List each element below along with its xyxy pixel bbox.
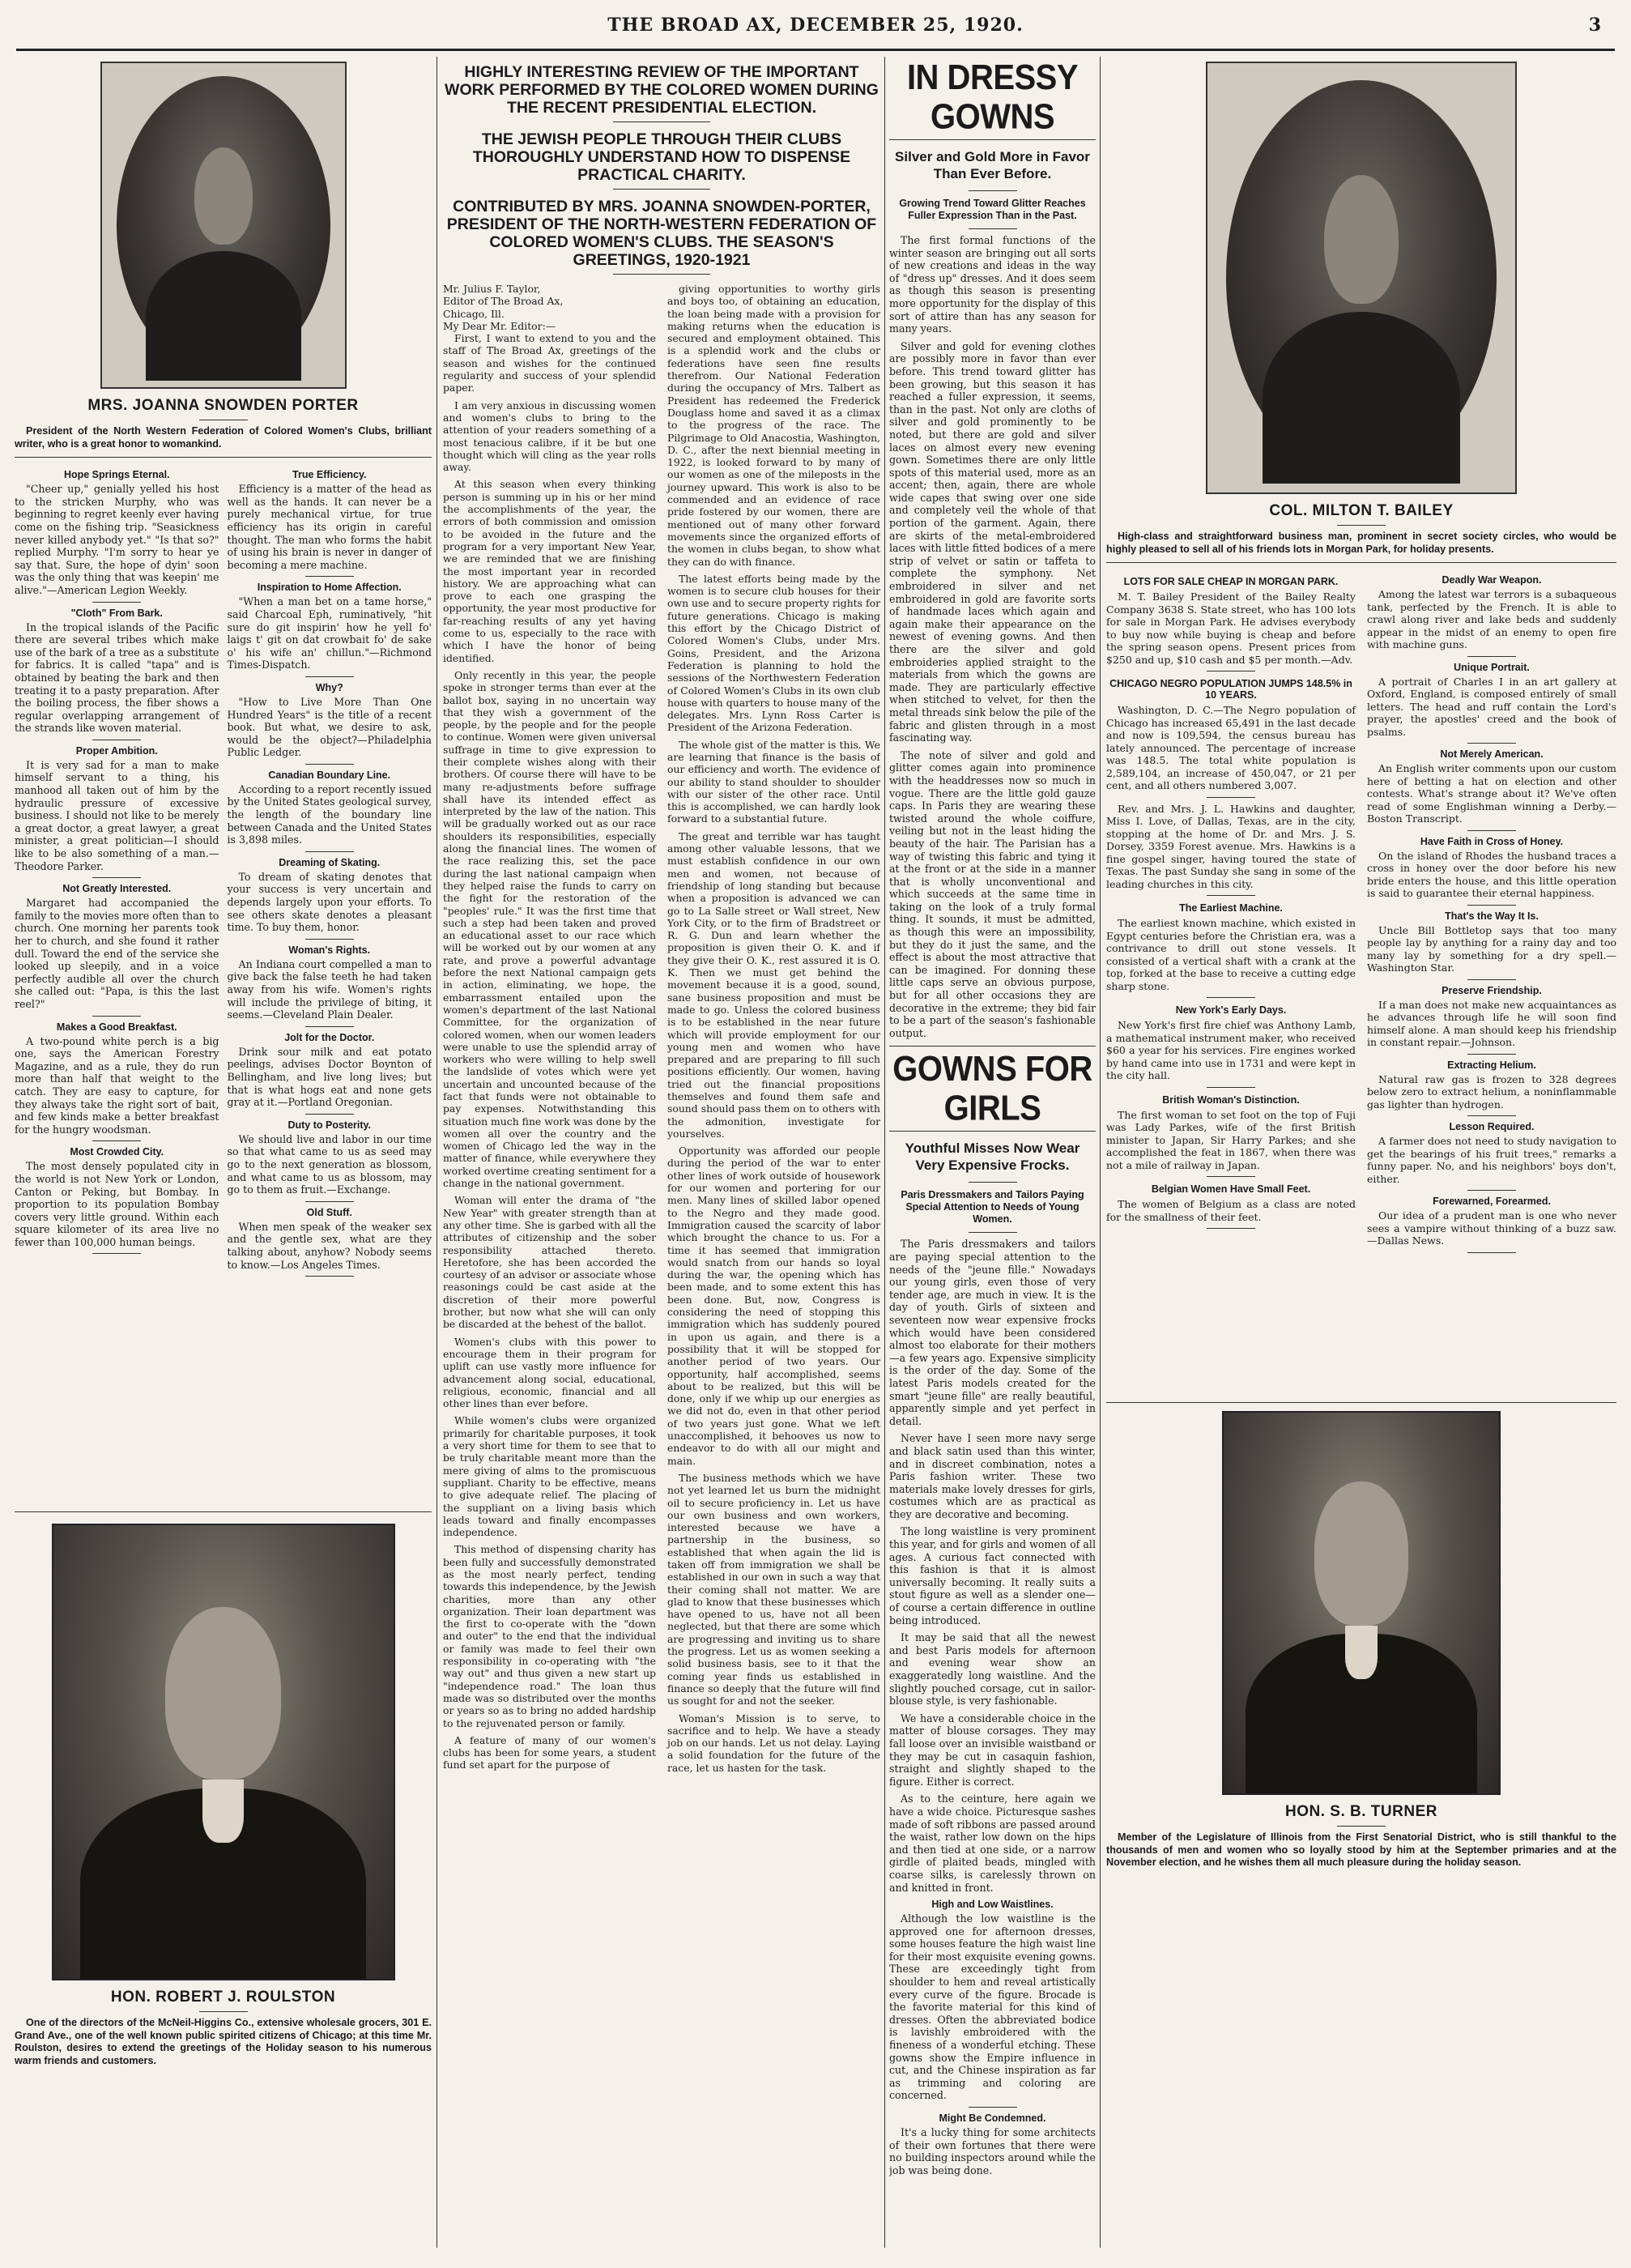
article-paragraph: The first formal functions of the winter season are bringing out all sorts of new creations and ideas in the way of "dress up" dresses. And it does seem as though this season is presenting more opportunity for the display of this sort of attire than has any season for many years. — [889, 234, 1096, 335]
article-paragraph: Opportunity was afforded our people during the period of the war to enter other lines of work outside of housework for our women and portering for our men. Many lines of skilled labor opened to the Negro and they made good. Immigration caused the scarcity of labor which brought the chance to us. For a time it has seemed that immigration would snatch from our hands so loyal during the war, the opening which has been made, and to some extent this has been done. But, now, Congress is considering the need of stopping this immigration which has suddenly poured in upon us again, and there is a possibility that it will be stopped for another period of two years. Our opportunity, half accomplished, seems about to be realized, but this will be done, only if we whip up our energies as we did not do, even in that other period of two years just gone. What we left unaccomplished, it behooves us now to endeavor to do with all our might and main. — [667, 1145, 880, 1467]
gowns-for-girls-headline: GOWNS FOR GIRLS — [892, 1050, 1092, 1128]
salutation-line: My Dear Mr. Editor:— — [443, 319, 556, 332]
brief-body: Efficiency is a matter of the head as well as the hands. It can never be a purely mechanical virtue, for true efficiency has its origin in careful thought. The man who forms the habit of using his brain is never in danger of becoming a mere machine. — [227, 483, 432, 571]
brief-head: Old Stuff. — [306, 1206, 352, 1218]
brief-head: LOTS FOR SALE CHEAP IN MORGAN PARK. — [1123, 576, 1339, 588]
article-paragraph: The great and terrible war has taught among other valuable lessons, that we must establish confidence in our own men and women, not because of friendship of long standing but because when a proposition is advanced we can go to La Salle street or Wall street, New York City, or to the firm of Bradstreet or R. G. Dun and learn whether the proposition is given their O. K. and if they give their O. K., rest assured it is O. K. Then we must get behind the movement because it is a good, sound, sane business proposition and must be made to go. Unless the colored business is to be established in the near future which will provide employment for our young men and women who have prepared and are preparing to fill such positions efficiently. Our women, having tried out the financial propositions themselves and found them safe and sound should pass them on to others with the admonition, investigate for yourselves. — [667, 829, 880, 1140]
article-paragraph: This method of dispensing charity has been fully and successfully demonstrated as the most nearly perfect, tending towards this independence, by the Jewish charities, more than any other organization. Their loan department was the first to co-operate with the "down and outer" to the end that the individual or family was made to feel their own responsibility in co-operating with "the way out" and thus given a new start up "independence road." The loan thus made was so distributed over the months or years so as to bring no added hardship to the rejuvenated person or family. — [443, 1543, 656, 1729]
brief-head: Not Greatly Interested. — [62, 883, 172, 895]
brief-head: Why? — [315, 681, 343, 693]
dressy-gowns-headline: IN DRESSY GOWNS — [906, 58, 1079, 137]
brief-head: Inspiration to Home Affection. — [257, 582, 402, 594]
article-paragraph: The note of silver and gold and glitter comes again into prominence with the headdresses now so much in vogue. There are the little gold gauze caps. In Paris they are wearing these twisted around the whole coiffure, veiling but not in the least hiding the beauty of the hair. The Parisian has a way of twisting this fabric and tying it at the front or at the side in a manner that is wholly unconventional and which succeeds at the same time in taking on the look of a truly formal thing. It sounds, it must be admitted, as though this were an impossibility, but they do it just the same, and the effect is about the most attractive that can be imagined. For donning these little caps serve an obvious purpose, but for all other occasions they are decorative in the extreme; they bid fair to be a part of the season's fashionable output. — [889, 748, 1096, 1039]
brief-head: Dreaming of Skating. — [279, 856, 381, 868]
brief-body: Washington, D. C.—The Negro population of Chicago has increased 65,491 in the last decade and now is 109,594, the census bureau has lately announced. The percentage of increase was 148.5. The total white population is 2,589,104, an increase of 450,047, or 21 per cent, and all others numbered 3,007. — [1106, 704, 1356, 792]
turner-caption: HON. S. B. TURNER — [1285, 1803, 1437, 1821]
right-briefs-col-a — [1106, 569, 1356, 1396]
brief-head: Makes a Good Breakfast. — [56, 1021, 177, 1033]
condemned-head: Might Be Condemned. — [939, 2112, 1046, 2124]
left-briefs-col-b — [228, 464, 432, 1505]
brief-body: The first woman to set foot on the top of Fuji was Lady Parkes, wife of the first British minister to Japan, Sir Harry Parkes; and she accomplished the feat in 1867, when there was not a mile of railway in Japan. — [1106, 1108, 1356, 1171]
article-paragraph: I am very anxious in discussing women and women's clubs to bring to the attention of your readers something of a most tenacious calibre, if it be but one thought which will cling as the year rolls away. — [443, 399, 656, 474]
brief-body: In the tropical islands of the Pacific there are several tribes which make use of the bark of a tree as a substitute for fabrics. It is called "tapa" and is obtained by beating the bark and then treating it to a pasty preparation. After the boiling process, the fiber shows a regular overlapping arrangement of the strands like woven material. — [15, 620, 219, 735]
brief-body: The earliest known machine, which existed in Egypt centuries before the Christian era, was a contrivance to drill out stone vessels. It consisted of a vertical shaft with a crank at the top, forked at the base to receive a cutting edge sharp stone. — [1106, 917, 1356, 992]
bailey-caption: COL. MILTON T. BAILEY — [1269, 502, 1454, 519]
article-paragraph: Only recently in this year, the people spoke in stronger terms than ever at the ballot box, saying in no uncertain way that they wish a government of the people, by the people and for the people to continue. Women were given universal suffrage in time to give expression to their complete wishes along with their brothers. Of course there will have to be many re-adjustments before suffrage shall have its intended effect as interpreted by the law of the nation. This will be gradually worked out as our race shoulders its responsibilities, especially along the financial lines. The women of the race realizing this, set the pace during the last national campaign when they helped raise the funds to carry on the fight for the restoration of the "peoples' rule." It was the first time that such a step had been taken and proved an educational asset to our race which will be worked out by our women at any rate, and prove a powerful advantage before the next National campaign gets in action, eliminating, we hope, the embarrassment entailed upon the women's department of the last National Committee, for the organization of colored women, when our women leaders were unable to use the splendid array of workers who were willing to help swell the landslide of votes which were yet uncertain and uncounted because of the fact that funds were not obtainable to pay expenses. Notwithstanding this situation much fine work was done by the women all over the country and the women of Chicago led the way in the matter of finance, while everywhere they worked overtime creating sentiment for a change in the national government. — [443, 668, 656, 1190]
brief-body: M. T. Bailey President of the Bailey Realty Company 3638 S. State street, who has 100 lots for sale in Morgan Park. He advises everybody to buy now while buying is cheap and before the spring season opens. Present prices from $250 and up, $10 cash and $5 per month.—Adv. — [1106, 590, 1356, 666]
brief-head: That's the Way It Is. — [1445, 910, 1539, 922]
review-body-col-b — [667, 283, 880, 2024]
article-paragraph: Woman's Mission is to serve, to sacrifice and to help. We have a steady job on our hands. Let us not delay. Laying a solid foundation for the future of the race, let us hasten for the task. — [667, 1712, 880, 1774]
brief-head: True Efficiency. — [292, 469, 367, 481]
condemned-body — [889, 2126, 1096, 2176]
fashion-column — [889, 57, 1096, 2252]
left-briefs-col-a — [15, 464, 219, 1505]
brief-body: "When a man bet on a tame horse," said Charcoal Eph, ruminatively, "hit sure do git inspirin' how he yell fo' laigs t' git on dat crowbait fo' de sake o' his wife an' chillun."—Richmond Times-Dispatch. — [227, 595, 432, 671]
brief-body: The most densely populated city in the world is not New York or London, Canton or Peking, but Bombay. In proportion to its population Bombay covers very little ground. Within each square kilometer of its area live no fewer than 100,000 human beings. — [15, 1160, 219, 1248]
article-paragraph: Never have I seen more navy serge and black satin used than this winter, and in discreet combination, notes a Paris fashion writer. These two materials make lovely dresses for girls, costumes which are as practical as they are decorative and becoming. — [889, 1432, 1096, 1520]
top-rule — [16, 49, 1615, 51]
article-paragraph: First, I want to extend to you and the staff of The Broad Ax, greetings of the season and wishes for the continued regularity and success of your splendid paper. — [443, 332, 656, 394]
article-paragraph: At this season when every thinking person is summing up in his or her mind the accomplishments of the year, the errors of both commission and omission to be avoided in the future and the program for a very important New Year, we are reminded that we are finishing the most important year in recorded history. We are approaching what can prove to each one grasping the opportunity, the year most productive for far-reaching results of any yet having come to us, especially to the race with which I have the honor of being identified. — [443, 478, 656, 664]
brief-head: Most Crowded City. — [70, 1146, 164, 1158]
article-paragraph: A feature of many of our women's clubs has been for some years, a student fund set apart for the purpose of — [443, 1733, 656, 1771]
right-column — [1106, 57, 1616, 2252]
right-briefs-col-b — [1367, 569, 1616, 1396]
brief-head: CHICAGO NEGRO POPULATION JUMPS 148.5% in 10 YEARS. — [1109, 678, 1352, 701]
brief-body: New York's first fire chief was Anthony Lamb, a mathematical instrument maker, who received $60 a year for his services. Fire engines worked by hand came into use in 1731 and were kept in the city hall. — [1106, 1019, 1356, 1082]
brief-body: Margaret had accompanied the family to the movies more often than to church. One morning her parents took her to church, and she found it rather dull. Toward the end of the service she looked up sleepily, and in a voice perfectly audible all over the church she called out: "Papa, is this the last reel?" — [15, 897, 219, 1010]
brief-body: An English writer comments upon our custom here of betting a hat on election and other contests. What's strange about it? We've often read of some Englishman winning a Derby.—Boston Transcript. — [1367, 762, 1616, 825]
article-paragraph: giving opportunities to worthy girls and boys too, of obtaining an education, the loan being made with a provision for making returns when the education is secured and employment obtained. This is a splendid work and the clubs or federations have seen fine results therefrom. Our National Federation during the occupancy of Mrs. Talbert as President has redeemed the Frederick Douglass home and saved it as a climax to the progress of the race. The Pilgrimage to Old Anacostia, Washington, D. C., after the next biennial meeting in 1922, is looked forward to by many of our women as one of the mileposts in the journey upward. This work is also to be commended and an evidence of race pride fostered by our women, there are mentioned out of many other forward movements since the organized efforts of the women in clubs began, to show what they can do with finance. — [667, 283, 880, 568]
right-briefs — [1106, 569, 1616, 1396]
brief-body: "How to Live More Than One Hundred Years" is the title of a recent book. But what, we desire to ask, would be the object?—Philadelphia Public Ledger. — [227, 695, 432, 759]
left-briefs — [15, 464, 432, 1505]
article-paragraph: Woman will enter the drama of "the New Year" with greater strength than at any other time. She is garbed with all the attributes of citizenship and the sober responsibility attached thereto. Heretofore, she has been accorded the courtesy of an advisor or associate whose reasonings could be cast aside at the discretion of their more powerful brother, but now what she will can only be discarded at the behest of the ballot. — [443, 1194, 656, 1331]
brief-head: Proper Ambition. — [75, 744, 158, 757]
review-headline-2: THE JEWISH PEOPLE THROUGH THEIR CLUBS THOROUGHLY UNDERSTAND HOW TO DISPENSE PRACTICAL CHARITY. — [472, 130, 851, 184]
brief-body: Uncle Bill Bottletop says that too many people lay by anything for a rainy day and too many lay by something for a dry spell.—Washington Star. — [1367, 923, 1616, 974]
waistlines-body — [889, 1912, 1096, 2102]
roulston-caption: HON. ROBERT J. ROULSTON — [110, 1989, 336, 2006]
brief-head: Have Faith in Cross of Honey. — [1420, 835, 1564, 847]
review-headline-3: CONTRIBUTED BY MRS. JOANNA SNOWDEN-PORTER, PRESIDENT OF THE NORTH-WESTERN FEDERATION OF COLORED WOMEN'S CLUBS. THE SEASON'S GREETINGS, 1920-1921 — [446, 198, 877, 269]
article-paragraph: While women's clubs were organized primarily for charitable purposes, it took a very short time for them to see that to be truly charitable meant more than the mere giving of alms to the promiscuous suppliant. Charity to be effective, means to give adequate relief. The placing of the suppliant on a living basis which leads toward and finally encompasses independence. — [443, 1414, 656, 1539]
brief-head: Unique Portrait. — [1454, 661, 1530, 673]
brief-body: According to a report recently issued by the United States geological survey, the length of the boundary line between Canada and the United States is 3,898 miles. — [227, 782, 432, 846]
brief-head: Duty to Posterity. — [287, 1119, 372, 1131]
left-column — [15, 57, 432, 2252]
review-body-col-a — [443, 283, 656, 2024]
bailey-description: High-class and straightforward business man, prominent in secret society circles, who would be highly pleased to sell all of his friends lots in Morgan Park, for holiday presents. — [1106, 531, 1616, 555]
article-paragraph: We have a considerable choice in the matter of blouse corsages. They may fall loose over an invisible waistband or they may be cut in casaquin fashion, straight and slightly shaped to the figure. Either is correct. — [889, 1712, 1096, 1788]
brief-body: "Cheer up," genially yelled his host to the stricken Murphy, who was beginning to regret keenly ever having come on the fishing trip. "Seasickness never killed anybody yet." "Is that so?" replied Murphy. "I'm sorry to hear ye say that. Sure, the hope of dyin' soon was the only thing that was keepin' me alive."—American Legion Weekly. — [15, 483, 219, 596]
article-paragraph: It may be said that all the newest and best Paris models for afternoon and evening wear show an exaggeratedly long waistline. And the slightly pouched corsage, cut in sailor-blouse style, is very fashionable. — [889, 1631, 1096, 1707]
brief-head: Extracting Helium. — [1447, 1059, 1536, 1071]
brief-head: Canadian Boundary Line. — [268, 769, 391, 781]
brief-body: Our idea of a prudent man is one who never sees a vampire without thinking of a buzz saw.—Dallas News. — [1367, 1209, 1616, 1247]
review-headline-1: HIGHLY INTERESTING REVIEW OF THE IMPORTANT WORK PERFORMED BY THE COLORED WOMEN DURING THE RECENT PRESIDENTIAL ELECTION. — [445, 63, 879, 117]
porter-portrait — [100, 62, 347, 389]
dressy-deck-2: Growing Trend Toward Glitter Reaches Fuller Expression Than in the Past. — [899, 198, 1086, 221]
middle-article — [443, 57, 880, 2252]
dressy-body — [889, 234, 1096, 1039]
brief-head: "Cloth" From Bark. — [70, 607, 163, 619]
brief-head: Forewarned, Forearmed. — [1433, 1196, 1551, 1208]
turner-description: Member of the Legislature of Illinois from the First Senatorial District, who is still thankful to the thousands of men and women who so loyally stood by him at the September primaries and at the November election, and he wishes them all much pleasure during the holiday season. — [1106, 1831, 1616, 1869]
girls-deck-2: Paris Dressmakers and Tailors Paying Special Attention to Needs of Young Women. — [901, 1189, 1084, 1226]
brief-head: Jolt for the Doctor. — [284, 1031, 375, 1043]
brief-body: If a man does not make new acquaintances as he advances through life he will soon find himself alone. A man should keep his friendship in constant repair.—Johnson. — [1367, 998, 1616, 1049]
turner-photo — [1222, 1411, 1501, 1795]
brief-body: A portrait of Charles I in an art gallery at Oxford, England, is composed entirely of small letters. The head and ruff contain the Lord's prayer, the apostles' creed and the book of psalms. — [1367, 675, 1616, 738]
brief-body: On the island of Rhodes the husband traces a cross in honey over the door before his new bride enters the house, and this little operation is said to guarantee their eternal happiness. — [1367, 849, 1616, 900]
brief-head: The Earliest Machine. — [1179, 902, 1283, 914]
brief-body: A farmer does not need to study navigation to get the bearings of his fruit trees," remarks a funny paper. No, and his neighbors' boys don't, either. — [1367, 1135, 1616, 1185]
brief-body: The women of Belgium as a class are noted for the smallness of their feet. — [1106, 1198, 1356, 1223]
article-paragraph: Although the low waistline is the approved one for afternoon dresses, some houses feature the high waist line for their most exquisite evening gowns. These are exceedingly tight from shoulder to hem and reveal artistically every curve of the figure. Brocade is the favorite material for this kind of dresses. Often the abbreviated bodice is lavishly embroidered with the fineness of a wonderful etching. These gowns show the Empire influence in cut, and the Chinese inspiration as far as trimming and coloring are concerned. — [889, 1912, 1096, 2102]
article-paragraph: The long waistline is very prominent this year, and for girls and women of all ages. A curious fact connected with this fashion is that it is almost universally becoming. It really suits a stout figure as well as a slender one—of course a certain difference in outline being introduced. — [889, 1525, 1096, 1626]
salutation-line: Chicago, Ill. — [443, 307, 505, 320]
salutation-line: Editor of The Broad Ax, — [443, 295, 564, 308]
article-paragraph: The latest efforts being made by the women is to secure club houses for their own use and to secure property rights for future generations. Chicago is making this effort by the Chicago District of Colored Women's Clubs, under Mrs. Goins, President, and the Arizona Federation is planning to hold the sessions of the Northwestern Federation of Colored Women's Clubs in its own club house with quarters to house many of the delegates. Mrs. Lynn Ross Carter is President of the Arizona Federation. — [667, 572, 880, 734]
brief-head: Deadly War Weapon. — [1441, 574, 1542, 586]
brief-body: A two-pound white perch is a big one, says the American Forestry Magazine, and as a rule, they do run more than half that weight to the catch. They are easy to capture, for they always take the right sort of bait, and few kinds make a better breakfast for the hungry woodsman. — [15, 1034, 219, 1136]
brief-head: Lesson Required. — [1449, 1121, 1535, 1133]
brief-head: British Woman's Distinction. — [1162, 1094, 1300, 1106]
brief-head: Woman's Rights. — [288, 944, 371, 956]
page-number: 3 — [1588, 15, 1602, 36]
brief-body: Drink sour milk and eat potato peelings, advises Doctor Boynton of Bellingham, and live long lives; but that is what hogs eat and none gets gray at it.—Portland Oregonian. — [227, 1045, 432, 1109]
brief-head: Not Merely American. — [1440, 748, 1544, 761]
brief-body: To dream of skating denotes that your success is very uncertain and depends largely upon your efforts. To see others skate denotes a pleasant time. To buy them, honor. — [227, 870, 432, 934]
article-paragraph: The whole gist of the matter is this. We are learning that finance is the basis of our efficiency and worth. The evidence of our ability to stand shoulder to shoulder with our sister of the other race. Until this is accomplished, we can hardly look forward to a substantial future. — [667, 738, 880, 825]
roulston-photo — [52, 1524, 395, 1980]
article-paragraph: The Paris dressmakers and tailors are paying special attention to the needs of the "jeune fille." Nowadays our young girls, even those of very tender age, are much in view. It is the day of youth. Girls of sixteen and seventeen now wear expensive frocks which would have been considered almost too elaborate for their mothers—a few years ago. Expensive simplicity is the order of the day. Some of the latest Paris models created for the smart "jeune fille" are really beautiful, apparently simple and yet perfect in detail. — [889, 1238, 1096, 1427]
article-paragraph: As to the ceinture, here again we have a wide choice. Picturesque sashes made of soft ribbons are passed around the waist, rather low down on the hips and then tied at one side, or a narrow girdle of plaited beads, mingled with coarse silks, is carelessly thrown on and knitted in front. — [889, 1793, 1096, 1894]
dressy-deck-1: Silver and Gold More in Favor Than Ever Before. — [895, 149, 1090, 181]
brief-body: We should live and labor in our time so that what came to us as seed may go to the next generation as blossom, and what came to us as blossom, may go to them as fruit.—Exchange. — [227, 1132, 432, 1196]
porter-description: President of the North Western Federation of Colored Women's Clubs, brilliant writer, who is a great honor to womankind. — [15, 425, 432, 450]
salutation-line: Mr. Julius F. Taylor, — [443, 283, 541, 295]
review-body — [443, 283, 880, 2024]
brief-body: Rev. and Mrs. J. L. Hawkins and daughter, Miss I. Love, of Dallas, Texas, are in the city, stopping at the home of Dr. and Mrs. J. S. Dorsey, 3359 Forest avenue. Mrs. Hawkins is a fine gospel singer, having toured the state of Texas. The past Sunday she sang in some of the leading churches in this city. — [1106, 802, 1356, 890]
article-paragraph: Women's clubs with this power to encourage them in their program for uplift can use vastly more influence for advancement along social, educational, religious, economic, financial and all other lines than ever before. — [443, 1335, 656, 1410]
brief-body: Natural raw gas is frozen to 328 degrees below zero to extract helium, a noninflammable gas lighter than hydrogen. — [1367, 1072, 1616, 1111]
girls-body — [889, 1238, 1096, 1894]
brief-body: An Indiana court compelled a man to give back the false teeth he had taken away from his wife. Women's rights will include the privilege of biting, it seems.—Cleveland Plain Dealer. — [227, 957, 432, 1021]
article-paragraph: The business methods which we have not yet learned let us burn the midnight oil to secure proficiency in. Let us have our own business and own workers, interested because we have a partnership in the business, so established that when again the lid is taken off from immigration we shall be established in our own in such a way that their coming shall not matter. We are glad to know that these businesses which have opened to us, have not all been neglected, but that there are some which are progressing and inviting us to share the progress. Let us as women seeking a solid business basis, see to it that the coming year finds us established in finance so deeply that the future will find us sought for and not the seeker. — [667, 1471, 880, 1707]
masthead-title: THE BROAD AX, DECEMBER 25, 1920. — [607, 15, 1024, 36]
roulston-description: One of the directors of the McNeil-Higgins Co., extensive wholesale grocers, 301 E. Grand Ave., one of the well known public spirited citizens of Chicago; at this time Mr. Roulston, desires to extend the greetings of the Holiday season to his numerous warm friends and customers. — [15, 2017, 432, 2066]
article-paragraph: It's a lucky thing for some architects of their own fortunes that there were no building inspectors around while the job was being done. — [889, 2126, 1096, 2176]
brief-head: Hope Springs Eternal. — [63, 469, 170, 481]
waistlines-head: High and Low Waistlines. — [931, 1899, 1054, 1911]
masthead — [0, 15, 1631, 47]
salutation — [443, 283, 656, 332]
bailey-portrait — [1206, 62, 1517, 494]
brief-head: New York's Early Days. — [1175, 1004, 1287, 1017]
girls-deck-1: Youthful Misses Now Wear Very Expensive Frocks. — [905, 1140, 1080, 1174]
brief-body: It is very sad for a man to make himself servant to a thing, his manhood all taken out of him by the hydraulic pressure of excessive business. I should not like to be merely a great doctor, a great lawyer, a great minister, a great politician—I should like to be also something of a man.—Theodore Parker. — [15, 758, 219, 872]
brief-body: When men speak of the weaker sex and the gentle sex, what are they talking about, anyhow? Nobody seems to know.—Los Angeles Times. — [227, 1220, 432, 1271]
brief-body: Among the latest war terrors is a subaqueous tank, perfected by the French. It is able to crawl along river and lake beds and suddenly appear in the midst of an enemy to open fire with machine guns. — [1367, 588, 1616, 651]
brief-head: Belgian Women Have Small Feet. — [1151, 1183, 1311, 1196]
article-paragraph: Silver and gold for evening clothes are possibly more in favor than ever before. This trend toward glitter has been growing, but this season it has reached a fuller expression, it seems, than in the past. Not only are cloths of silver and gold prominently to be noted, but there are gold and silver laces on almost every new evening gown. Sometimes there are only little spots of this material used, more as an accent; then, again, there are whole wide capes that swing over one side and completely veil the whole of that portion of the garment. Again, there are skirts of the metal-embroidered laces with little fitted bodices of a mere strip of velvet or satin or taffeta to complete the symphony. Net embroidered in silver and net embroidered in gold are favorite sorts of handmade laces which again and again make their appearance on the newest of evening gowns. And then there are the silver and gold embroideries applied straight to the materials from which the gowns are made. They are particularly effective when stitched to velvet, for then the metal threads sink below the pile of the fabric and glisten through in a most fascinating way. — [889, 339, 1096, 744]
porter-caption: MRS. JOANNA SNOWDEN PORTER — [87, 397, 359, 414]
brief-head: Preserve Friendship. — [1441, 984, 1542, 996]
